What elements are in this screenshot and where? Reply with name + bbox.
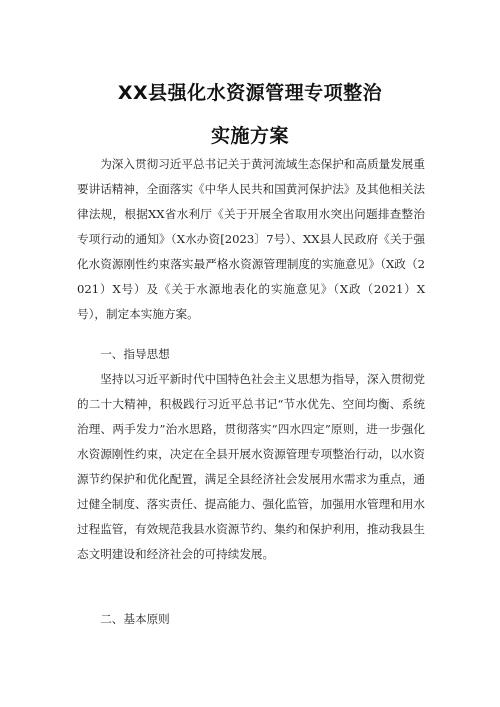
section2-heading: 二、基本原则 bbox=[100, 612, 170, 626]
intro-paragraph: 为深入贯彻习近平总书记关于黄河流域生态保护和高质量发展重要讲话精神，全面落实《中华人民共和国黄河保护法》及其他相关法律法规，根据XX省水利厅《关于开展全省取用水突出问题排查整治专项行动的通知》（X水办资[2023〕7号）、XX县人民政府《关于强化水资源刚性约束落实最严格水资源管理制度的实施意见》（X政（2021）X号）及《关于水源地表化的实施意见》（X政（2021）X号），制定本实施方案。 bbox=[77, 157, 425, 321]
section1-paragraph: 坚持以习近平新时代中国特色社会主义思想为指导，深入贯彻党的二十大精神，积极践行习近平总书记“节水优先、空间均衡、系统治理、两手发力”治水思路，贯彻落实“四水四定”原则，进一步强化水资源刚性约束，决定在全县开展水资源管理专项整治行动，以水资源节约保护和优化配置，满足全县经济社会发展用水需求为重点，通过健全制度、落实责任、提高能力、强化监管，加强用水管理和用水过程监管，有效规范我县水资源节约、集约和保护利用，推动我县生态文明建设和经济社会的可持续发展。 bbox=[77, 372, 425, 561]
intro-paragraph-block bbox=[77, 152, 425, 327]
document-title-line1: XX县强化水资源管理专项整治 bbox=[117, 82, 383, 104]
document-title-line2: 实施方案 bbox=[210, 125, 289, 147]
section1-paragraph-block bbox=[77, 367, 425, 567]
section2-heading-block bbox=[77, 607, 425, 632]
section1-heading-block bbox=[77, 342, 425, 367]
section1-heading: 一、指导思想 bbox=[100, 347, 170, 361]
